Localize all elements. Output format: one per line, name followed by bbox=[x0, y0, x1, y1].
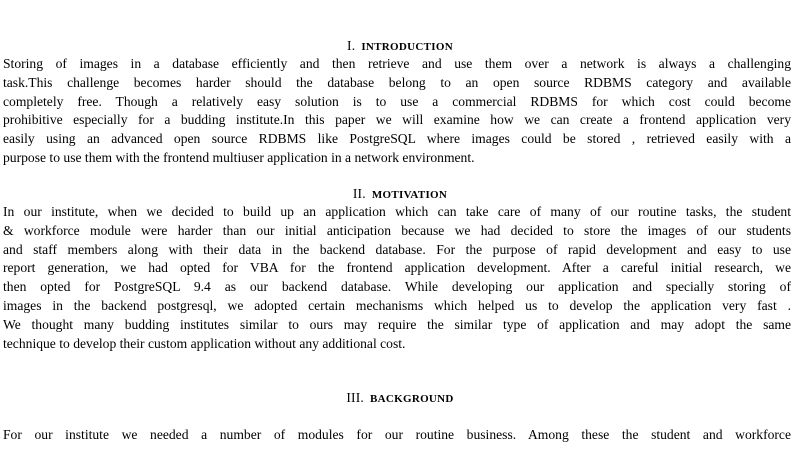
motivation-paragraph bbox=[3, 203, 791, 353]
section-title: BACKGROUND bbox=[370, 393, 454, 405]
paragraph-line: and staff members along with their data in the backend database. For the purpose of rapid development and easy to use bbox=[3, 241, 791, 257]
section-number: III. bbox=[346, 390, 364, 405]
paragraph-line: We thought many budding institutes similar to ours may require the similar type of application and may adopt the same bbox=[3, 316, 791, 332]
paragraph-line: task.This challenge becomes harder should the database belong to an open source RDBMS category and available bbox=[3, 74, 791, 90]
paragraph-line: For our institute we needed a number of modules for our routine business. Among these the student and workforce bbox=[3, 427, 791, 442]
paragraph-line: In our institute, when we decided to build up an application which can take care of many of our routine tasks, the student bbox=[3, 204, 791, 219]
section-heading-introduction bbox=[0, 38, 800, 55]
section-title: MOTIVATION bbox=[371, 189, 448, 201]
paragraph-line: then opted for PostgreSQL 9.4 as our backend database. While developing our application and specially storing of bbox=[3, 279, 791, 295]
background-paragraph bbox=[3, 426, 791, 445]
paragraph-line: Storing of images in a database efficiently and then retrieve and use them over a network is always a challenging bbox=[3, 56, 791, 71]
paragraph-line: images in the backend postgresql, we adopted certain mechanisms which helped us to develop the application very fast . bbox=[3, 297, 791, 313]
paragraph-line: easily using an advanced open source RDBMS like PostgreSQL where images could be stored , retrieved easily with a bbox=[3, 131, 791, 147]
section-heading-background bbox=[0, 390, 800, 407]
paragraph-line: technique to develop their custom application without any additional cost. bbox=[3, 335, 406, 351]
paragraph-line: prohibitive especially for a budding institute.In this paper we will examine how we can create a frontend application very bbox=[3, 112, 791, 128]
paragraph-line: purpose to use them with the frontend multiuser application in a network environment. bbox=[3, 149, 475, 165]
paragraph-line: & workforce module were harder than our initial anticipation because we had decided to store the images of our students bbox=[3, 222, 791, 238]
section-title: INTRODUCTION bbox=[361, 41, 453, 53]
section-number: II. bbox=[352, 186, 366, 201]
section-number: I. bbox=[347, 38, 356, 53]
paragraph-line: report generation, we had opted for VBA for the frontend application development. After a careful initial research, we bbox=[3, 260, 791, 276]
introduction-paragraph bbox=[3, 55, 791, 168]
paragraph-line: completely free. Though a relatively easy solution is to use a commercial RDBMS for which cost could become bbox=[3, 93, 791, 109]
section-heading-motivation bbox=[0, 186, 800, 203]
